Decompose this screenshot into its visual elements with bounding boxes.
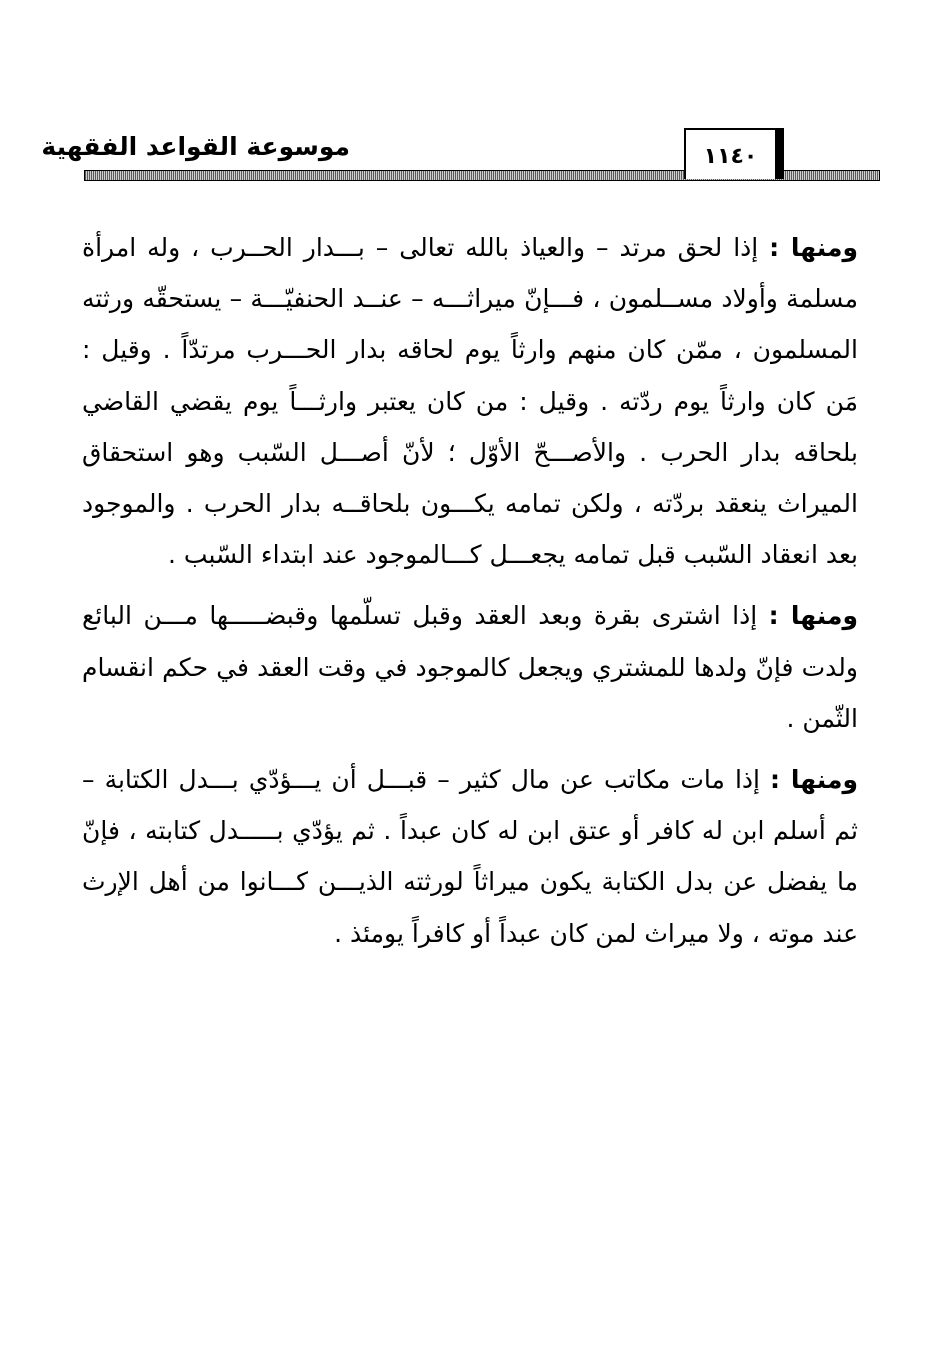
paragraph-lead: ومنها :: [768, 601, 858, 631]
paragraph: [82, 222, 858, 580]
paragraph-lead: ومنها :: [769, 233, 858, 262]
page-number: ١١٤٠: [703, 144, 758, 169]
paragraph-text: إذا لحق مرتد – والعياذ بالله تعالى – بـــدار الحــرب ، وله امرأة مسلمة وأولاد مســلمون ، فـــإنّ ميراثـــه – عنــد الحنفيّـــة – يستحقّه ورثته المسلمون ، ممّن كان منهم وارثاً يوم لحاقه بدار الحـــرب مرتدّاً . وقيل : مَن كان وارثاً يوم ردّته . وقيل : من كان يعتبر وارثـــاً يوم يقضي القاضي بلحاقه بدار الحرب . والأصـــحّ الأوّل ؛ لأنّ أصـــل السّبب وهو استحقاق الميراث ينعقد بردّته ، ولكن تمامه يكـــون بلحاقــه بدار الحرب . والموجود بعد انعقاد السّبب قبل تمامه يجعـــل كـــالموجود عند ابتداء السّبب .: [82, 233, 858, 570]
page-header: [41, 128, 880, 184]
book-title: موسوعة القواعد الفقهية: [41, 132, 350, 161]
page-number-box: [684, 128, 784, 179]
paragraph: [82, 754, 858, 959]
paragraph-lead: ومنها :: [770, 765, 858, 795]
paragraph-text: إذا اشترى بقرة وبعد العقد وقبل تسلّمها وقبضـــــها مـــن البائع ولدت فإنّ ولدها للمشتري ويجعل كالموجود في وقت العقد في حكم انقسام الثّمن .: [82, 601, 858, 733]
paragraph-text: إذا مات مكاتب عن مال كثير – قبـــل أن يـــؤدّي بـــدل الكتابة – ثم أسلم ابن له كافر أو عتق ابن له كان عبداً . ثم يؤدّي بـــــدل كتابته ، فإنّ ما يفضل عن بدل الكتابة يكون ميراثاً لورثته الذيـــن كـــانوا من أهل الإرث عند موته ، ولا ميراث لمن كان عبداً أو كافراً يومئذ .: [82, 765, 858, 948]
paragraph: [82, 590, 858, 744]
page-body: [82, 222, 858, 969]
